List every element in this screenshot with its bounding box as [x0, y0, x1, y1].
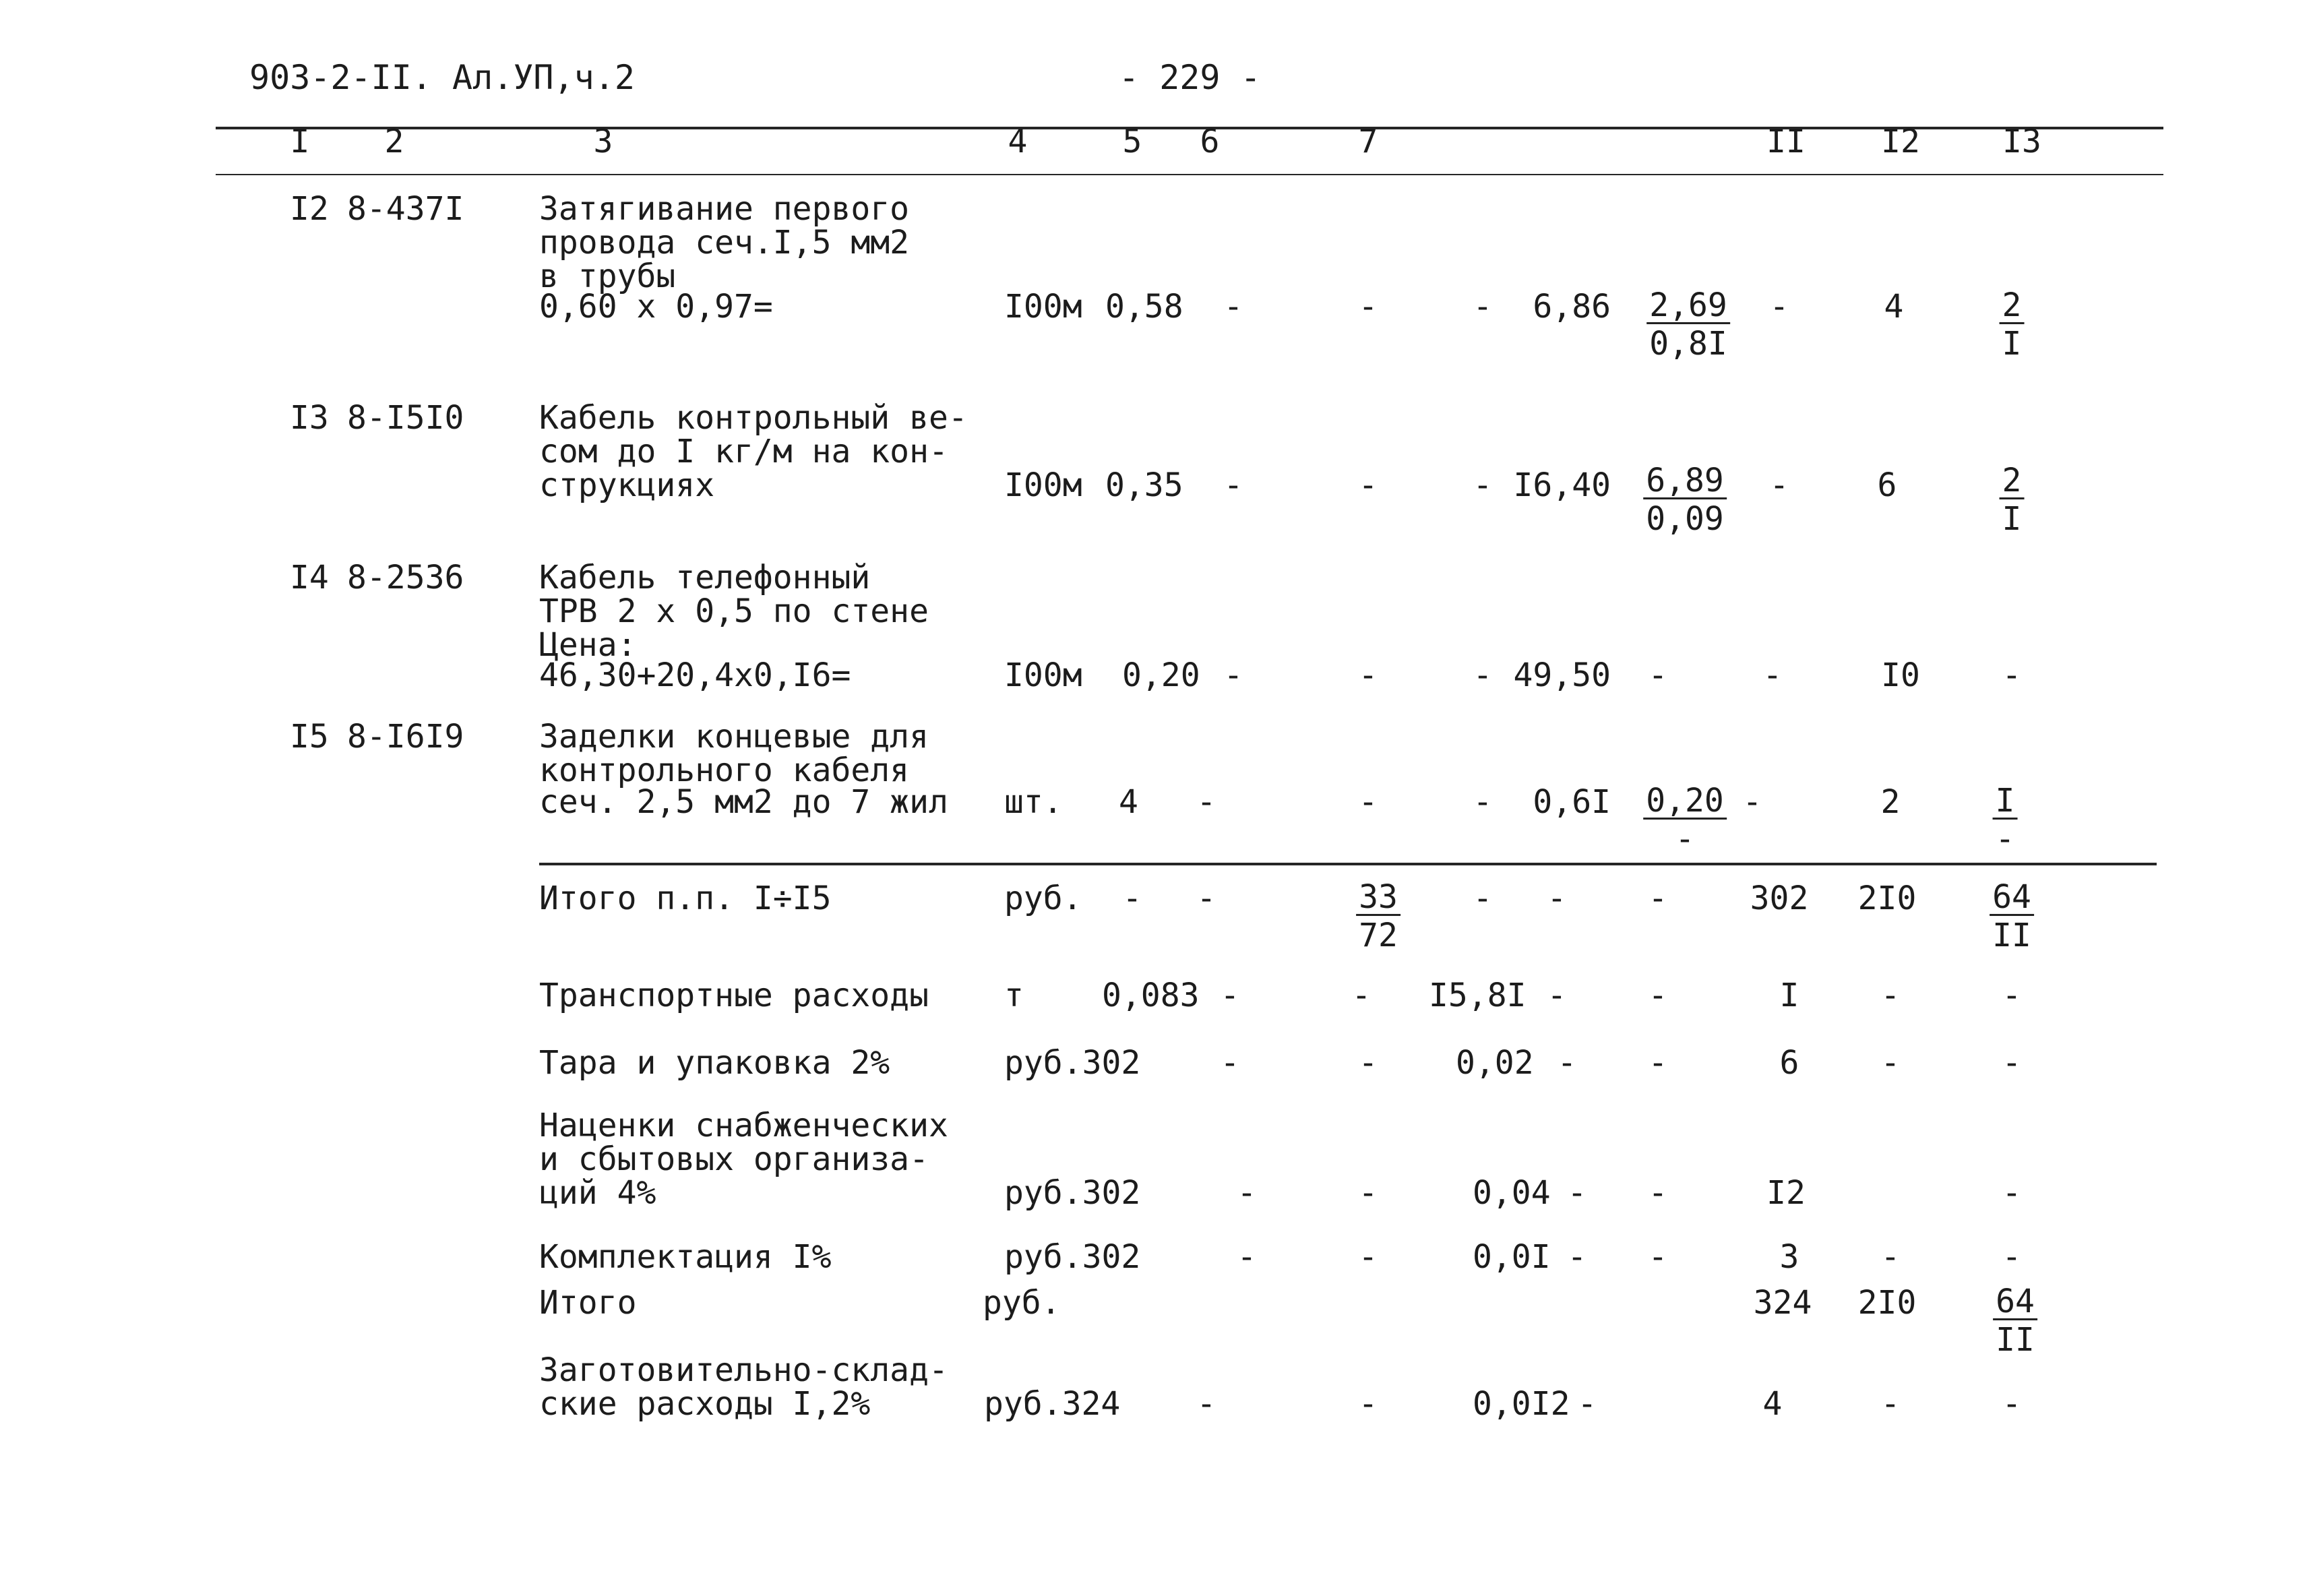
tare-col9: -: [1557, 1044, 1577, 1082]
row-code: 8-I5I0: [347, 399, 464, 437]
fraction-numerator: 2: [2000, 465, 2025, 499]
row-col7: -: [1358, 466, 1378, 504]
tare-col7: -: [1358, 1044, 1378, 1082]
kit-col12: -: [1880, 1238, 1901, 1276]
row-code: 8-I6I9: [347, 718, 464, 756]
row-description-line: 0,60 х 0,97=: [539, 288, 773, 326]
row-code: 8-437I: [347, 190, 464, 228]
row-col6: -: [1196, 783, 1216, 821]
row-col10-fraction: [1646, 286, 1730, 363]
row-col10-fraction: [1643, 462, 1727, 538]
fraction-numerator: 33: [1356, 882, 1400, 916]
fraction-denominator: 0,8I: [1649, 325, 1727, 363]
transport-rate: I5,8I: [1429, 977, 1527, 1014]
row-description-line: сеч. 2,5 мм2 до 7 жил: [539, 783, 948, 821]
row-description-line: ТРВ 2 х 0,5 по стене: [539, 592, 929, 630]
fraction-numerator: 2,69: [1646, 290, 1730, 324]
header-rule-top: [216, 127, 2163, 129]
row-col12: 4: [1884, 288, 1904, 326]
row-quantity: 0,58: [1105, 288, 1183, 326]
transport-col10: -: [1648, 977, 1668, 1014]
warehouse-label-line: Заготовительно-склад-: [539, 1351, 948, 1389]
fraction-denominator: 72: [1359, 917, 1398, 954]
row-col6: -: [1223, 656, 1243, 694]
summary-col12: 2I0: [1857, 880, 1917, 917]
kit-col9: -: [1567, 1238, 1587, 1276]
fraction-denominator: -: [1675, 820, 1695, 858]
col-header-13: I3: [2002, 123, 2041, 160]
row-col12: 2: [1880, 783, 1901, 821]
summary-rule: [539, 863, 2157, 865]
row-col8: -: [1473, 783, 1493, 821]
warehouse-col7: -: [1358, 1385, 1378, 1423]
transport-col7: -: [1351, 977, 1372, 1014]
summary-col11: 302: [1750, 880, 1809, 917]
row-col11: -: [1762, 656, 1783, 694]
row-col10-fraction: [1643, 782, 1727, 858]
markup-label-line: Наценки снабженческих: [539, 1107, 948, 1144]
kit-col10: -: [1648, 1238, 1668, 1276]
row-description-line: Заделки концевые для: [539, 718, 929, 756]
summary-total-15-label: Итого п.п. I÷I5: [539, 880, 832, 917]
fraction-denominator: II: [1992, 917, 2031, 954]
fraction-numerator: 64: [1990, 882, 2034, 916]
col-header-4: 4: [1008, 123, 1028, 160]
row-col12: I0: [1881, 656, 1920, 694]
row-description-line: сом до I кг/м на кон-: [539, 433, 948, 470]
row-col11: -: [1769, 288, 1789, 326]
kit-unit: руб.302: [1004, 1238, 1141, 1276]
fraction-denominator: I: [2002, 325, 2022, 363]
row-description-line: Цена:: [539, 626, 637, 664]
markup-col10: -: [1648, 1174, 1668, 1212]
fraction-numerator: 0,20: [1643, 785, 1727, 820]
transport-quantity: 0,083: [1102, 977, 1200, 1014]
row-col8: -: [1473, 288, 1493, 326]
summary-col6: -: [1196, 880, 1216, 917]
kit-col11: 3: [1779, 1238, 1799, 1276]
row-quantity: 4: [1119, 783, 1138, 821]
warehouse-col12: -: [1880, 1385, 1901, 1423]
row-number: I2: [290, 190, 329, 228]
row-col6: -: [1223, 466, 1243, 504]
kit-col6: -: [1237, 1238, 1257, 1276]
summary-col10: -: [1648, 880, 1668, 917]
tare-col10: -: [1648, 1044, 1668, 1082]
col-header-3: 3: [593, 123, 613, 160]
row-unit: шт.: [1004, 783, 1063, 821]
warehouse-col11: 4: [1762, 1385, 1783, 1423]
tare-label: Тара и упаковка 2%: [539, 1044, 890, 1082]
markup-col6: -: [1237, 1174, 1257, 1212]
row-col12: 6: [1877, 466, 1897, 504]
fraction-numerator: I: [1993, 785, 2018, 820]
kit-col7: -: [1358, 1238, 1378, 1276]
row-col7: -: [1358, 288, 1378, 326]
total-col11: 324: [1753, 1284, 1812, 1322]
col-header-12: I2: [1881, 123, 1920, 160]
kit-rate: 0,0I: [1473, 1238, 1551, 1276]
col-header-11: II: [1766, 123, 1806, 160]
warehouse-rate: 0,0I2: [1473, 1385, 1570, 1423]
transport-col9: -: [1547, 977, 1567, 1014]
markup-label-line: ций 4%: [539, 1174, 656, 1212]
summary-col7-fraction: [1356, 878, 1400, 954]
row-number: I3: [290, 399, 329, 437]
fraction-denominator: -: [1995, 820, 2015, 858]
markup-rate: 0,04: [1473, 1174, 1551, 1212]
row-description-line: в трубы: [539, 257, 676, 295]
row-code: 8-2536: [347, 559, 464, 596]
markup-col13: -: [2002, 1174, 2022, 1212]
col-header-2: 2: [384, 123, 404, 160]
warehouse-unit: руб.324: [984, 1385, 1121, 1423]
col-header-5: 5: [1122, 123, 1142, 160]
kit-label: Комплектация I%: [539, 1238, 832, 1276]
fraction-denominator: I: [2002, 500, 2022, 538]
fraction-denominator: II: [1996, 1321, 2035, 1359]
markup-col11: I2: [1766, 1174, 1806, 1212]
row-description-line: провода сеч.I,5 мм2: [539, 224, 910, 262]
row-quantity: 0,35: [1105, 466, 1183, 504]
summary-col9: -: [1547, 880, 1567, 917]
tare-col11: 6: [1779, 1044, 1799, 1082]
row-unit: I00м: [1004, 466, 1082, 504]
fraction-numerator: 2: [2000, 290, 2025, 324]
summary-col13-fraction: [1990, 878, 2034, 954]
markup-unit: руб.302: [1004, 1174, 1141, 1212]
fraction-denominator: 0,09: [1646, 500, 1724, 538]
col-header-7: 7: [1358, 123, 1378, 160]
row-col13: -: [2002, 656, 2022, 694]
row-col8: -: [1473, 656, 1493, 694]
row-description-line: контрольного кабеля: [539, 751, 910, 789]
row-col9: 0,6I: [1533, 783, 1611, 821]
tare-col13: -: [2002, 1044, 2022, 1082]
warehouse-col13: -: [2002, 1385, 2022, 1423]
col-header-6: 6: [1200, 123, 1220, 160]
total-unit: руб.: [983, 1284, 1061, 1322]
fraction-numerator: 64: [1993, 1286, 2037, 1320]
row-col9: I6,40: [1513, 466, 1611, 504]
transport-col12: -: [1880, 977, 1901, 1014]
row-unit: I00м: [1004, 288, 1082, 326]
document-code: 903-2-II. Ал.УП,ч.2: [249, 58, 635, 97]
header-rule-bottom: [216, 174, 2163, 175]
row-col7: -: [1358, 656, 1378, 694]
total-label: Итого: [539, 1284, 637, 1322]
row-description-line: 46,30+20,4х0,I6=: [539, 656, 851, 694]
row-col11: -: [1769, 466, 1789, 504]
warehouse-label-line: ские расходы I,2%: [539, 1385, 871, 1423]
markup-col9: -: [1567, 1174, 1587, 1212]
tare-rate: 0,02: [1456, 1044, 1534, 1082]
row-unit: I00м: [1004, 656, 1082, 694]
transport-unit: т: [1004, 977, 1024, 1014]
transport-col11: I: [1779, 977, 1799, 1014]
row-col10: -: [1648, 656, 1668, 694]
summary-unit: руб.: [1004, 880, 1082, 917]
row-description-line: Кабель контрольный ве-: [539, 399, 968, 437]
tare-unit: руб.302: [1004, 1044, 1141, 1082]
row-col9: 49,50: [1513, 656, 1611, 694]
row-col13-fraction: [2000, 286, 2025, 363]
row-col13-fraction: [1993, 782, 2018, 858]
tare-col12: -: [1880, 1044, 1901, 1082]
kit-col13: -: [2002, 1238, 2022, 1276]
row-col6: -: [1223, 288, 1243, 326]
fraction-numerator: 6,89: [1643, 465, 1727, 499]
row-description-line: струкциях: [539, 466, 715, 504]
page-number: - 229 -: [1119, 58, 1261, 97]
transport-col13: -: [2002, 977, 2022, 1014]
markup-col7: -: [1358, 1174, 1378, 1212]
row-description-line: Кабель телефонный: [539, 559, 871, 596]
summary-col8: -: [1473, 880, 1493, 917]
row-quantity: 0,20: [1122, 656, 1200, 694]
row-number: I4: [290, 559, 329, 596]
row-col13-fraction: [2000, 462, 2025, 538]
row-col7: -: [1358, 783, 1378, 821]
row-col9: 6,86: [1533, 288, 1611, 326]
row-description-line: Затягивание первого: [539, 190, 910, 228]
warehouse-col9: -: [1577, 1385, 1597, 1423]
summary-col5: -: [1122, 880, 1142, 917]
total-col13-fraction: [1993, 1283, 2037, 1359]
warehouse-col6: -: [1196, 1385, 1216, 1423]
row-col11: -: [1742, 783, 1762, 821]
transport-col6: -: [1220, 977, 1240, 1014]
total-col12: 2I0: [1857, 1284, 1917, 1322]
row-col8: -: [1473, 466, 1493, 504]
tare-col6: -: [1220, 1044, 1240, 1082]
markup-label-line: и сбытовых организа-: [539, 1140, 929, 1178]
col-header-1: I: [290, 123, 310, 160]
transport-label: Транспортные расходы: [539, 977, 929, 1014]
row-number: I5: [290, 718, 329, 756]
